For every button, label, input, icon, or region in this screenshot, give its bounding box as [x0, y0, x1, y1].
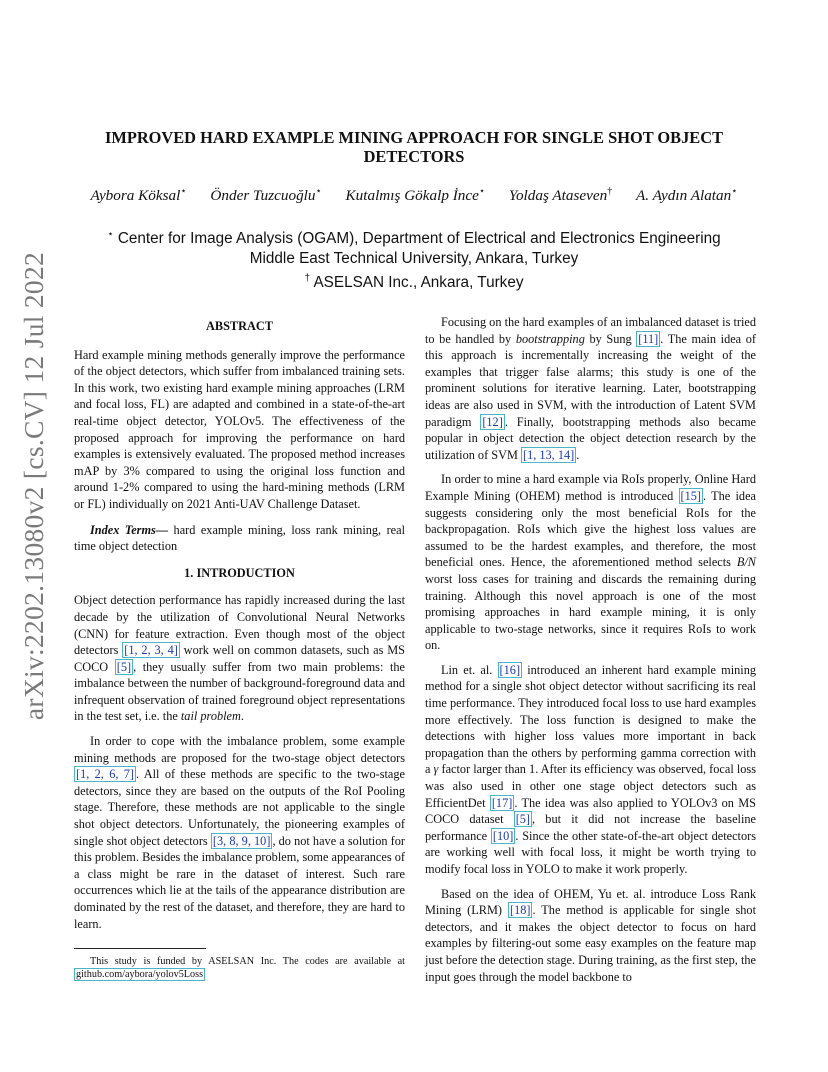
- abstract-text: Hard example mining methods generally improve the performance of the object detectors, which suffer from imbalanced training sets. In this work, two existing hard example mining approaches (LRM and focal loss, FL) are adapted and combined in a state-of-the-art real-time object detector, YOLOv5. The effectiveness of the proposed approach for improving the performance on hard examples is extensively evaluated. The proposed method increases mAP by 3% compared to using the original loss function and around 1-2% compared to using the hard-mining methods (LRM or FL) individually on 2021 Anti-UAV Challenge Dataset.: [74, 347, 405, 511]
- paper-title: IMPROVED HARD EXAMPLE MINING APPROACH FOR SINGLE SHOT OBJECT DETECTORS: [104, 128, 724, 166]
- citation-link[interactable]: [17]: [491, 795, 513, 810]
- body-paragraph: Lin et. al. [16] introduced an inherent hard example mining method for a single shot object detector without sacrificing its real time performance. They introduced focal loss to use hard examples more effectively. The loss function is designed to make the detections with higher loss values more important in back propagation than the others by performing gamma correction with a γ factor larger than 1. After its efficiency was observed, focal loss was also used in other one stage object detectors such as EfficientDet [17] . The idea was also applied to YOLOv3 on MS COCO dataset [5] , but it did not increase the baseline performance [10] . Since the other state-of-the-art object detectors are working well with focal loss, it might be worth trying to modify focal loss in YOLO to make it work properly.: [425, 662, 757, 876]
- affiliation-aselsan: † ASELSAN Inc., Ankara, Turkey: [304, 273, 524, 292]
- citation-link[interactable]: [3, 8, 9, 10]: [212, 833, 271, 848]
- section-heading-introduction: 1. INTRODUCTION: [184, 565, 295, 580]
- author: Kutalmış Gökalp İnce⋆: [345, 186, 486, 205]
- index-terms: Index Terms— hard example mining, loss rank mining, real time object detection: [74, 522, 405, 554]
- intro-paragraph: In order to cope with the imbalance problem, some example mining methods are proposed for the two-stage object detectors [1, 2, 6, 7] . All of these methods are specific to the two-stage detectors, since they are based on the outputs of the RoI Pooling stage. Therefore, these methods are not applicable to the single shot object detectors. Unfortunately, the pioneering examples of single shot object detectors [3, 8, 9, 10] , do not have a solution for this problem. Besides the imbalance problem, some appearances of a class might be rare in the dataset of interest. Such rare occurrences which lie at the tails of the appearance distribution are dominated by the rest of the dataset, and therefore, they are hard to learn.: [74, 734, 405, 931]
- citation-link[interactable]: [15]: [680, 488, 702, 503]
- citation-link[interactable]: [10]: [492, 828, 514, 843]
- affiliations: [80, 225, 748, 293]
- code-link[interactable]: github.com/aybora/yolov5Loss: [76, 969, 204, 981]
- body-paragraph: Based on the idea of OHEM, Yu et. al. introduce Loss Rank Mining (LRM) [18] . The method is applicable for single shot detectors, and it makes the object detector to focus on hard examples by filtering-out some easy examples on the feature map just before the detection stage. During training, as the first step, the input goes through the model backbone to: [425, 886, 756, 984]
- footnote-rule: [74, 948, 206, 949]
- author: Yoldaş Ataseven†: [508, 186, 613, 205]
- math-expression: B/N: [736, 555, 756, 570]
- left-column: [74, 314, 405, 932]
- body-paragraph: In order to mine a hard example via RoIs properly, Online Hard Example Mining (OHEM) method is introduced [15] . The idea suggests considering only the most beneficial RoIs for the backpropagation. RoIs which give the highest loss values are assumed to be the hardest examples, and therefore, the most beneficial ones. Hence, the aforementioned method selects B/N worst loss cases for training and discards the remaining during training. Although this novel approach is one of the most promising approaches in hard example mining, it is only applicable to two-stage networks, since it requires RoIs to work on.: [425, 472, 756, 653]
- author-list: [60, 186, 768, 205]
- affiliation-metu: Middle East Technical University, Ankara, Turkey: [249, 250, 579, 268]
- footnote-text: This study is funded by ASELSAN Inc. The codes are available at github.com/aybora/yolov5Loss: [76, 956, 405, 981]
- citation-link[interactable]: [11]: [638, 331, 659, 346]
- author: Aybora Köksal⋆: [90, 186, 187, 205]
- citation-link[interactable]: [1, 2, 6, 7]: [76, 767, 135, 782]
- body-paragraph: Focusing on the hard examples of an imbalanced dataset is tried to be handled by bootstrapping by Sung [11] . The main idea of this approach is incrementally increasing the weight of the examples that trigger false alarms; this study is one of the prominent solutions for iterative learning. Later, bootstrapping ideas are also used in SVM, with the introduction of Latent SVM paradigm [12] . Finally, bootstrapping methods also became popular in object detection the object detection research by the utilization of SVM [1, 13, 14] .: [425, 315, 756, 462]
- citation-link[interactable]: [16]: [499, 662, 521, 677]
- author: Önder Tuzcuoğlu⋆: [210, 186, 322, 205]
- citation-link[interactable]: [18]: [509, 903, 531, 918]
- intro-paragraph: Object detection performance has rapidly increased during the last decade by the utilization of Convolutional Neural Networks (CNN) for feature extraction. Even though most of the object detectors [1, 2, 3, 4] work well on common datasets, such as MS COCO [5] , they usually suffer from two main problems: the imbalance between the number of background-foreground data and infrequent observation of trained foreground object representations in the test set, i.e. the tail problem.: [74, 593, 405, 724]
- citation-link[interactable]: [5]: [116, 659, 132, 674]
- abstract-heading: ABSTRACT: [206, 319, 273, 333]
- arxiv-watermark: [14, 251, 54, 721]
- footnote: [74, 948, 405, 981]
- citation-link[interactable]: [1, 13, 14]: [522, 447, 575, 462]
- arxiv-id[interactable]: arXiv:2202.13080v2 [cs.CV] 12 Jul 2022: [18, 251, 49, 721]
- affiliation-ogam: ⋆ Center for Image Analysis (OGAM), Department of Electrical and Electronics Engineering: [107, 229, 721, 248]
- citation-link[interactable]: [12]: [482, 414, 503, 429]
- math-expression: γ: [433, 762, 439, 777]
- citation-link[interactable]: [1, 2, 3, 4]: [124, 643, 178, 658]
- author: A. Aydın Alatan⋆: [636, 186, 738, 205]
- right-column: [425, 314, 756, 985]
- citation-link[interactable]: [5]: [515, 812, 531, 827]
